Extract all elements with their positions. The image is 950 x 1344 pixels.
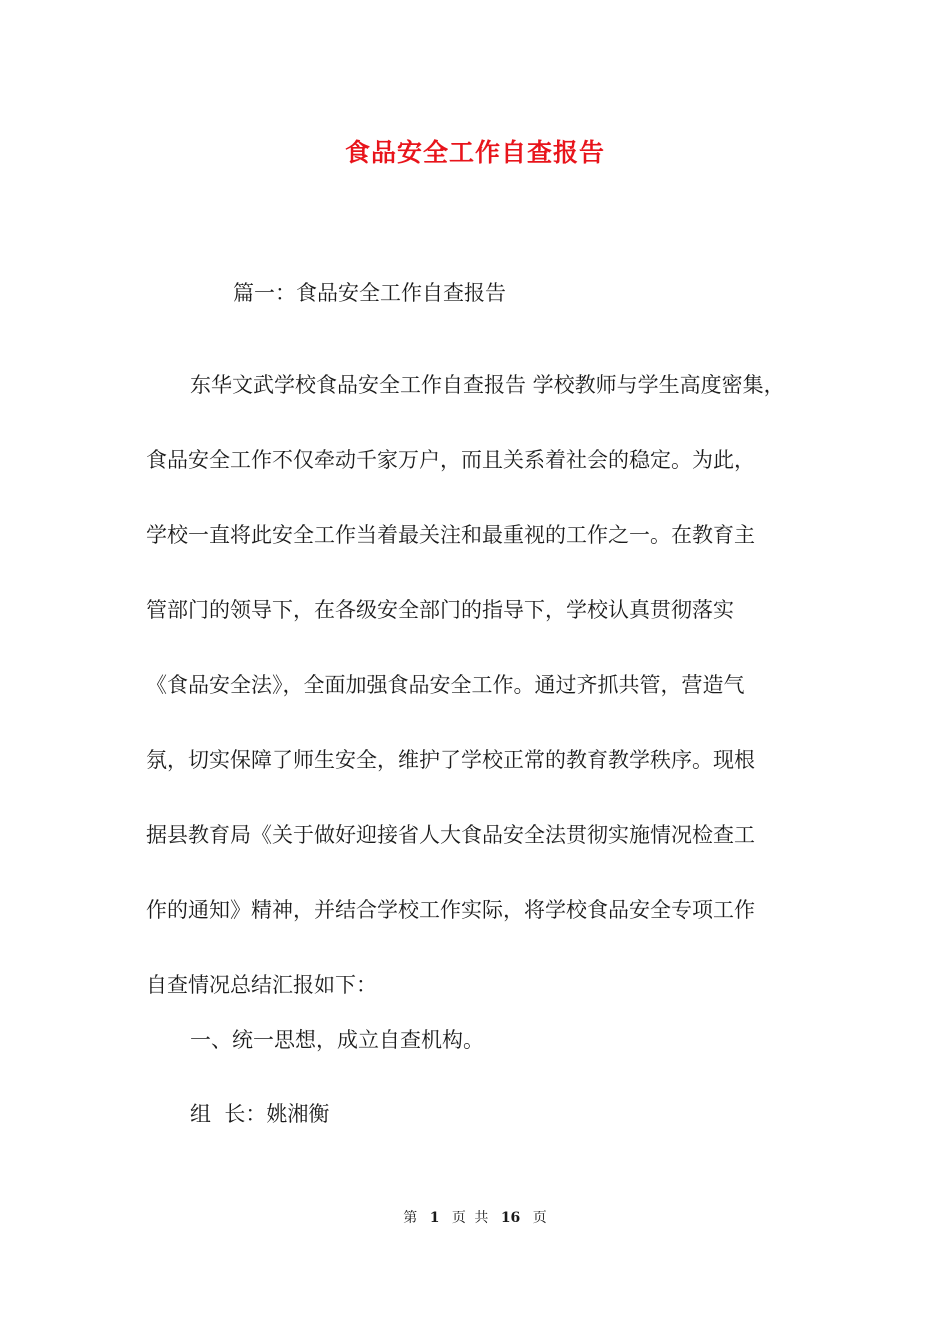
body-line: 东华文武学校食品安全工作自查报告 学校教师与学生高度密集， — [190, 373, 785, 397]
body-paragraph — [146, 348, 816, 1023]
body-line: 《食品安全法》，全面加强食品安全工作。通过齐抓共管，营造气 — [146, 673, 745, 697]
body-line: 自查情况总结汇报如下： — [146, 973, 377, 997]
current-page-number: 1 — [429, 1210, 440, 1226]
body-line: 氛，切实保障了师生安全，维护了学校正常的教育教学秩序。现根 — [146, 748, 755, 772]
footer-suffix: 页 — [532, 1210, 547, 1226]
footer-page-word: 页 — [451, 1210, 466, 1226]
team-leader-row — [190, 1099, 329, 1129]
section-heading: 一、统一思想，成立自查机构。 — [190, 1028, 484, 1052]
body-line: 管部门的领导下，在各级安全部门的指导下，学校认真贯彻落实 — [146, 598, 734, 622]
body-line: 作的通知》精神，并结合学校工作实际，将学校食品安全专项工作 — [146, 898, 755, 922]
document-title: 食品安全工作自查报告 — [344, 138, 605, 167]
member-name: 姚湘衡 — [266, 1102, 330, 1126]
member-role: 组 长： — [190, 1102, 267, 1126]
footer-prefix: 第 — [403, 1210, 418, 1226]
body-line: 学校一直将此安全工作当着最关注和最重视的工作之一。在教育主 — [146, 523, 755, 547]
body-line: 食品安全工作不仅牵动千家万户，而且关系着社会的稳定。为此， — [146, 448, 755, 472]
body-line: 据县教育局《关于做好迎接省人大食品安全法贯彻实施情况检查工 — [146, 823, 755, 847]
document-subtitle: 篇一：食品安全工作自查报告 — [233, 281, 506, 305]
total-pages-number: 16 — [500, 1210, 521, 1226]
page-footer — [0, 1208, 950, 1228]
footer-total-prefix: 共 — [474, 1210, 489, 1226]
